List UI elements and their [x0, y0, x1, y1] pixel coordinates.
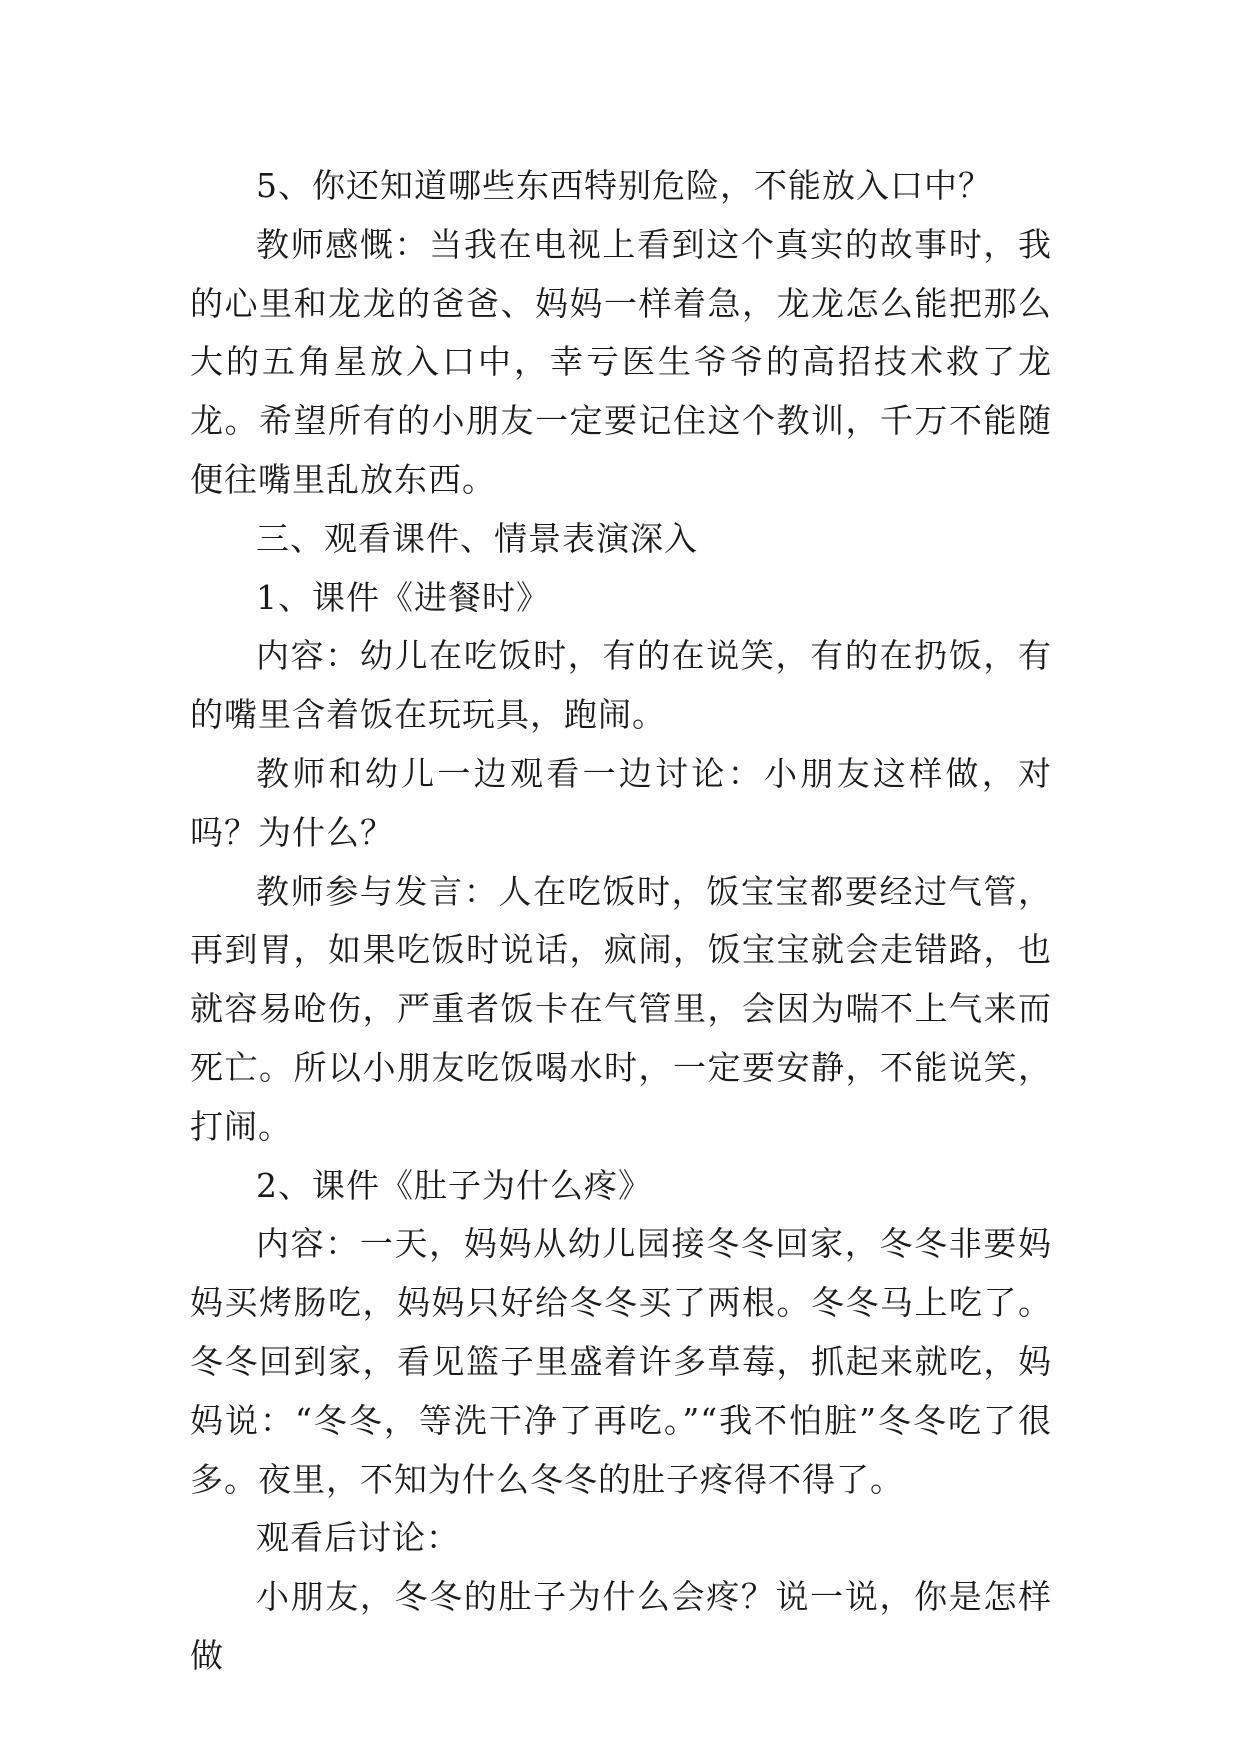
paragraph-discussion-question: 小朋友，冬冬的肚子为什么会疼？说一说，你是怎样做	[190, 1577, 1052, 1675]
paragraph-teacher-speech: 教师参与发言：人在吃饭时，饭宝宝都要经过气管，再到胃，如果吃饭时说话，疯闹，饭宝宝就会走错路，也就容易呛伤，严重者饭卡在气管里，会因为喘不上气来而死亡。所以小朋友吃饭喝水时，一定要安静，不能说笑，打闹。	[190, 871, 1052, 1146]
paragraph-content-2: 内容：一天，妈妈从幼儿园接冬冬回家，冬冬非要妈妈买烤肠吃，妈妈只好给冬冬买了两根。冬冬马上吃了。冬冬回到家，看见篮子里盛着许多草莓，抓起来就吃，妈妈说：“冬冬，等洗干净了再吃。”“我不怕脏”冬冬吃了很多。夜里，不知为什么冬冬的肚子疼得不得了。	[190, 1224, 1052, 1499]
courseware-title-2: 2、课件《肚子为什么疼》	[256, 1165, 652, 1205]
paragraph-content-1: 内容：幼儿在吃饭时，有的在说笑，有的在扔饭，有的嘴里含着饭在玩玩具，跑闹。	[190, 636, 1052, 735]
body-text	[190, 157, 1052, 1686]
paragraph-teacher-reflection: 教师感慨：当我在电视上看到这个真实的故事时，我的心里和龙龙的爸爸、妈妈一样着急，龙龙怎么能把那么大的五角星放入口中，幸亏医生爷爷的高招技术救了龙龙。希望所有的小朋友一定要记住这个教训，千万不能随便往嘴里乱放东西。	[190, 224, 1052, 499]
paragraph-discussion-1: 教师和幼儿一边观看一边讨论：小朋友这样做，对吗？为什么？	[190, 753, 1052, 852]
section-heading-3: 三、观看课件、情景表演深入	[256, 518, 698, 558]
paragraph-discussion-heading: 观看后讨论：	[256, 1518, 460, 1558]
paragraph-question-5: 5、你还知道哪些东西特别危险，不能放入口中？	[256, 166, 992, 205]
courseware-title-1: 1、课件《进餐时》	[256, 577, 550, 617]
